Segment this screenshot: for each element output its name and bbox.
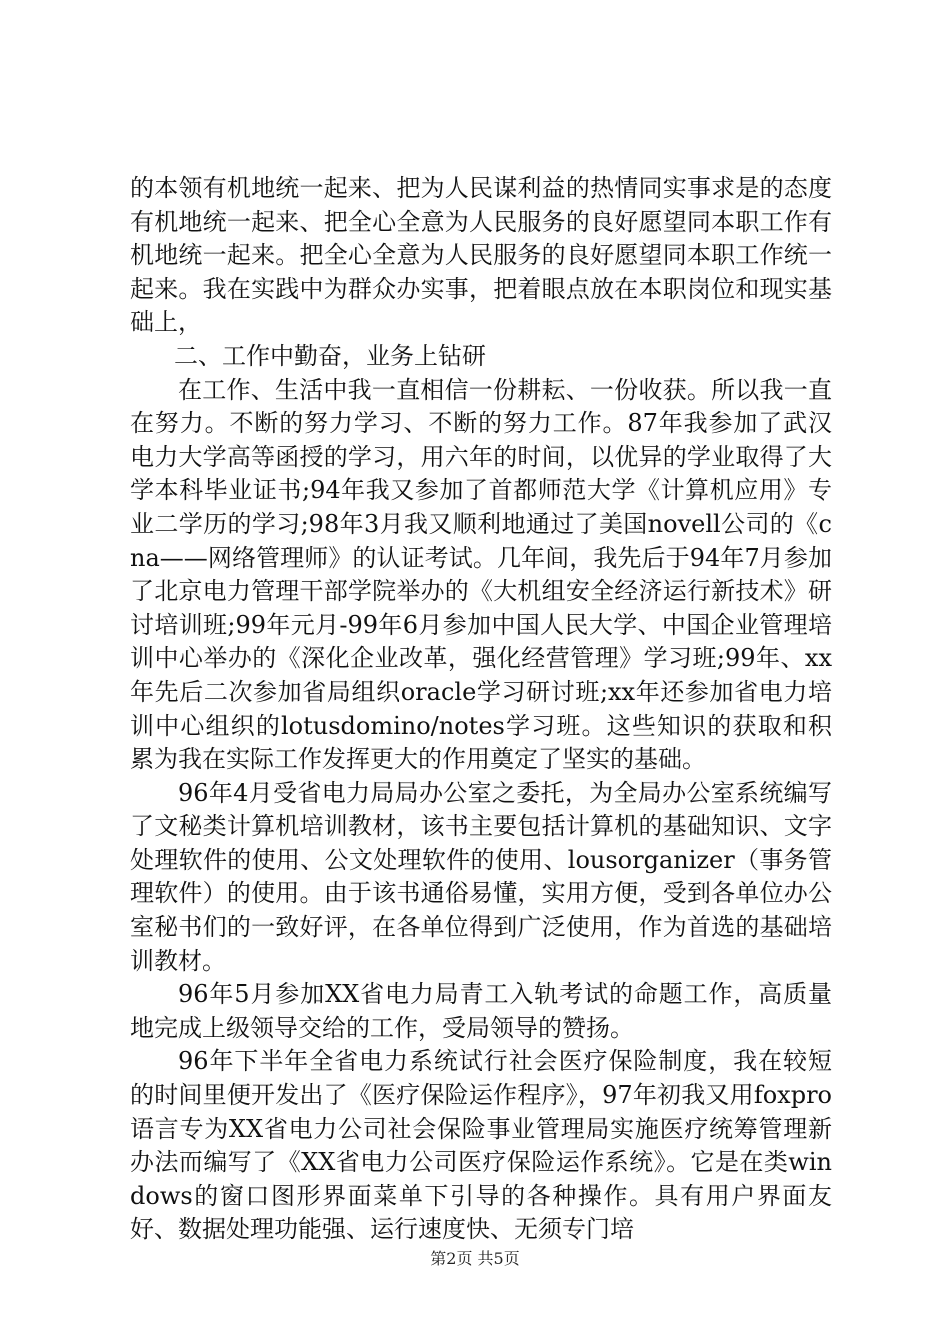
document-body: [130, 172, 832, 1247]
paragraph-textbook: 96年4月受省电力局局办公室之委托，为全局办公室系统编写了文秘类计算机培训教材，该书主要包括计算机的基础知识、文字处理软件的使用、公文处理软件的使用、lousorganizer（事务管理软件）的使用。由于该书通俗易懂，实用方便，受到各单位办公室秘书们的一致好评，在各单位得到广泛使用，作为首选的基础培训教材。: [130, 778, 832, 975]
paragraph-exam: 96年5月参加XX省电力局青工入轨考试的命题工作，高质量地完成上级领导交给的工作，受局领导的赞扬。: [130, 980, 832, 1042]
paragraph-continuation: 的本领有机地统一起来、把为人民谋利益的热情同实事求是的态度有机地统一起来、把全心全意为人民服务的良好愿望同本职工作有机地统一起来。把全心全意为人民服务的良好愿望同本职工作统一起来。我在实践中为群众办实事，把着眼点放在本职岗位和现实基础上，: [130, 174, 832, 337]
page-footer: 第2页 共5页: [430, 1249, 520, 1268]
paragraph-insurance: 96年下半年全省电力系统试行社会医疗保险制度，我在较短的时间里便开发出了《医疗保险运作程序》，97年初我又用foxpro语言专为XX省电力公司社会保险事业管理局实施医疗统筹管理新办法而编写了《XX省电力公司医疗保险运作系统》。它是在类windows的窗口图形界面菜单下引导的各种操作。具有用户界面友好、数据处理功能强、运行速度快、无须专门培: [130, 1047, 832, 1244]
paragraph-study: 在工作、生活中我一直相信一份耕耘、一份收获。所以我一直在努力。不断的努力学习、不断的努力工作。87年我参加了武汉电力大学高等函授的学习，用六年的时间，以优异的学业取得了大学本科毕业证书;94年我又参加了首都师范大学《计算机应用》专业二学历的学习;98年3月我又顺利地通过了美国novell公司的《cna——网络管理师》的认证考试。几年间，我先后于94年7月参加了北京电力管理干部学院举办的《大机组安全经济运行新技术》研讨培训班;99年元月-99年6月参加中国人民大学、中国企业管理培训中心举办的《深化企业改革，强化经营管理》学习班;99年、xx年先后二次参加省局组织oracle学习研讨班;xx年还参加省电力培训中心组织的lotusdomino/notes学习班。这些知识的获取和积累为我在实际工作发挥更大的作用奠定了坚实的基础。: [130, 375, 832, 774]
section-heading: 二、工作中勤奋，业务上钻研: [174, 341, 486, 370]
